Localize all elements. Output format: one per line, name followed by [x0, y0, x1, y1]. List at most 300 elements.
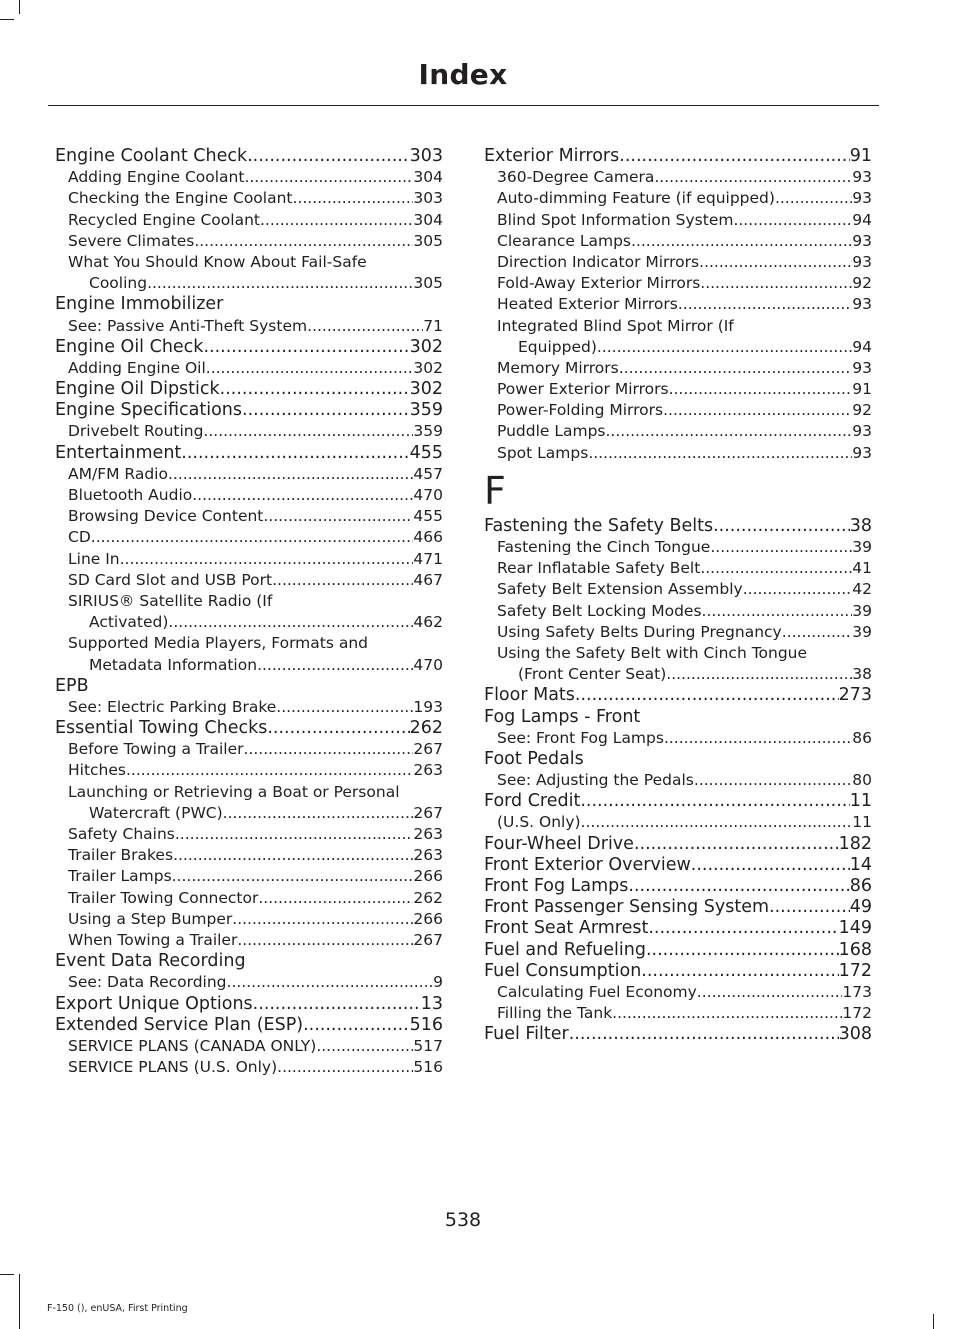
entry-page-number: 93 [852, 358, 872, 377]
index-entry[interactable] [484, 834, 872, 855]
entry-page-number: 308 [838, 1024, 872, 1045]
dot-leader [678, 294, 852, 315]
index-entry[interactable] [484, 1024, 872, 1045]
entry-label: Auto-dimming Feature (if equipped) [497, 189, 775, 208]
entry-label: Watercraft (PWC) [89, 803, 223, 822]
entry-page-number: 172 [842, 1004, 872, 1023]
index-entry[interactable] [55, 337, 443, 358]
index-entry[interactable] [484, 876, 872, 897]
entry-page-number: 9 [433, 973, 443, 992]
dot-leader [743, 579, 853, 600]
entry-page-number: 38 [849, 515, 872, 536]
entry-label: See: Data Recording [68, 973, 227, 992]
dot-leader [733, 210, 852, 231]
index-subentry[interactable] [484, 316, 872, 337]
index-entry[interactable] [484, 791, 872, 812]
index-subentry[interactable] [484, 210, 872, 231]
entry-label: Engine Coolant Check [55, 146, 248, 166]
entry-page-number: 94 [852, 210, 872, 229]
dot-leader [247, 146, 409, 167]
entry-page-number: 304 [413, 210, 443, 229]
index-subentry[interactable] [484, 231, 872, 252]
dot-leader [203, 421, 413, 442]
dot-leader [244, 739, 414, 760]
index-subentry[interactable] [484, 358, 872, 379]
entry-label: Floor Mats [484, 685, 575, 706]
dot-leader [227, 972, 434, 993]
entry-label: Calculating Fuel Economy [497, 982, 697, 1001]
entry-label: Browsing Device Content [68, 507, 264, 526]
index-subentry[interactable] [55, 527, 443, 548]
index-subentry[interactable] [55, 909, 443, 930]
crop-mark-top-left-h [0, 19, 14, 20]
entry-page-number: 267 [413, 930, 443, 949]
dot-leader [253, 994, 421, 1015]
dot-leader [120, 549, 414, 570]
index-entry[interactable] [484, 707, 872, 728]
dot-leader [232, 909, 413, 930]
entry-page-number: 71 [423, 316, 443, 335]
entry-page-number: 263 [413, 825, 443, 843]
dot-leader [699, 252, 852, 273]
index-subentry[interactable] [55, 972, 443, 993]
entry-label: Adding Engine Oil [68, 358, 206, 377]
index-subentry[interactable] [484, 273, 872, 294]
entry-label: SERVICE PLANS (U.S. Only) [68, 1058, 278, 1077]
entry-label: Adding Engine Coolant [68, 168, 245, 187]
index-subentry[interactable] [55, 421, 443, 442]
index-subentry[interactable] [55, 210, 443, 231]
entry-label: Line In [68, 549, 120, 568]
page-number: 538 [444, 1209, 482, 1231]
dot-leader [263, 506, 413, 527]
dot-leader [242, 400, 410, 421]
entry-page-number: 517 [413, 1036, 443, 1055]
entry-page-number: 516 [413, 1058, 443, 1077]
dot-leader [697, 982, 843, 1003]
entry-label: Spot Lamps [497, 443, 589, 462]
dot-leader [782, 622, 853, 643]
index-entry[interactable] [484, 961, 872, 982]
dot-leader [272, 570, 413, 591]
entry-label: Safety Belt Extension Assembly [497, 580, 743, 599]
index-subentry[interactable] [55, 1036, 443, 1057]
index-subentry[interactable] [55, 697, 443, 718]
entry-page-number: 263 [413, 846, 443, 865]
index-subentry[interactable] [55, 760, 443, 781]
dot-leader [700, 558, 852, 579]
dot-leader [168, 612, 413, 633]
index-subentry[interactable] [484, 421, 872, 442]
entry-page-number: 93 [852, 443, 872, 462]
entry-page-number: 93 [852, 422, 872, 441]
index-subentry[interactable] [484, 537, 872, 558]
entry-label: (U.S. Only) [497, 813, 581, 832]
dot-leader [634, 834, 839, 855]
index-entry[interactable] [484, 749, 872, 770]
dot-leader [575, 685, 839, 706]
index-subentry[interactable] [484, 1003, 872, 1024]
dot-leader [597, 337, 852, 358]
entry-label: Filling the Tank [497, 1004, 613, 1023]
index-subentry[interactable] [55, 803, 443, 824]
index-subentry[interactable] [55, 866, 443, 887]
dot-leader [769, 897, 850, 918]
index-entry[interactable] [55, 379, 443, 400]
index-subentry[interactable] [484, 400, 872, 421]
entry-label: SD Card Slot and USB Port [68, 570, 273, 589]
entry-page-number: 302 [409, 379, 443, 400]
entry-label: Front Fog Lamps [484, 876, 629, 896]
entry-page-number: 173 [842, 982, 872, 1001]
index-entry[interactable] [484, 516, 872, 537]
entry-page-number: 93 [852, 168, 872, 187]
entry-label: Fuel and Refueling [484, 939, 646, 960]
index-entry[interactable] [484, 146, 872, 167]
dot-leader [257, 655, 413, 676]
dot-leader [700, 273, 852, 294]
entry-label: EPB [55, 675, 89, 696]
index-subentry[interactable] [55, 739, 443, 760]
index-subentry[interactable] [55, 782, 443, 803]
index-subentry[interactable] [55, 506, 443, 527]
entry-page-number: 303 [409, 146, 443, 166]
index-entry[interactable] [484, 940, 872, 961]
dot-leader [258, 888, 413, 909]
dot-leader [276, 697, 413, 718]
entry-label: Trailer Brakes [68, 846, 174, 865]
entry-label: Fastening the Cinch Tongue [497, 538, 711, 556]
dot-leader [631, 231, 852, 252]
dot-leader [91, 527, 414, 548]
index-entry[interactable] [55, 146, 443, 167]
index-entry[interactable] [484, 855, 872, 876]
entry-page-number: 39 [852, 622, 872, 641]
index-subentry[interactable] [55, 464, 443, 485]
entry-label: Severe Climates [68, 231, 195, 250]
entry-label: Exterior Mirrors [484, 146, 620, 166]
dot-leader [669, 379, 853, 400]
entry-label: Front Passenger Sensing System [484, 897, 770, 918]
entry-label: Blind Spot Information System [497, 210, 734, 229]
entry-page-number: 182 [838, 833, 872, 854]
entry-label: Engine Oil Check [55, 336, 204, 357]
index-subentry[interactable] [55, 549, 443, 570]
index-subentry[interactable] [484, 664, 872, 685]
dot-leader [691, 855, 850, 876]
index-subentry[interactable] [55, 888, 443, 909]
entry-label: Extended Service Plan (ESP) [55, 1014, 304, 1035]
index-subentry[interactable] [55, 231, 443, 252]
entry-page-number: 273 [838, 685, 872, 706]
dot-leader [641, 961, 838, 982]
index-subentry[interactable] [484, 188, 872, 209]
entry-label: See: Electric Parking Brake [68, 697, 277, 716]
entry-page-number: 267 [413, 740, 443, 759]
dot-leader [244, 167, 413, 188]
entry-page-number: 303 [413, 189, 443, 208]
entry-label: Four-Wheel Drive [484, 833, 634, 854]
index-entry[interactable] [55, 400, 443, 421]
entry-label: Using a Step Bumper [68, 909, 233, 928]
dot-leader [648, 918, 838, 939]
dot-leader [663, 400, 852, 421]
entry-page-number: 80 [852, 771, 872, 790]
index-subentry[interactable] [484, 558, 872, 579]
dot-leader [307, 316, 423, 337]
dot-leader [303, 1015, 410, 1036]
entry-label: CD [68, 528, 91, 547]
entry-label: Foot Pedals [484, 748, 584, 769]
index-subentry[interactable] [484, 601, 872, 622]
entry-label: Equipped) [518, 337, 597, 356]
entry-label: Power-Folding Mirrors [497, 401, 664, 420]
entry-label: Front Exterior Overview [484, 854, 691, 875]
index-subentry[interactable] [55, 1057, 443, 1078]
entry-page-number: 262 [409, 718, 443, 739]
index-subentry[interactable] [55, 167, 443, 188]
index-column-left [55, 146, 443, 1078]
index-subentry[interactable] [55, 612, 443, 633]
entry-page-number: 11 [852, 813, 872, 832]
entry-label: Launching or Retrieving a Boat or Personal [68, 782, 400, 801]
index-entry[interactable] [55, 294, 443, 315]
index-subentry[interactable] [484, 728, 872, 749]
entry-page-number: 39 [852, 538, 872, 556]
entry-label: Activated) [89, 613, 169, 632]
entry-label: Power Exterior Mirrors [497, 380, 669, 399]
index-subentry[interactable] [55, 188, 443, 209]
dot-leader [654, 167, 852, 188]
entry-page-number: 359 [413, 422, 443, 441]
dot-leader [666, 664, 852, 685]
entry-page-number: 262 [413, 888, 443, 907]
entry-page-number: 305 [413, 231, 443, 250]
entry-page-number: 466 [413, 528, 443, 547]
entry-label: (Front Center Seat) [518, 665, 667, 684]
dot-leader [203, 337, 409, 358]
entry-page-number: 266 [413, 867, 443, 886]
entry-page-number: 471 [413, 549, 443, 568]
entry-label: Fuel Filter [484, 1024, 569, 1045]
entry-page-number: 455 [413, 507, 443, 526]
entry-page-number: 94 [852, 337, 872, 356]
index-entry[interactable] [55, 1015, 443, 1036]
entry-label: When Towing a Trailer [68, 930, 238, 949]
entry-label: Entertainment [55, 442, 182, 463]
dot-leader [168, 464, 413, 485]
entry-label: Fog Lamps - Front [484, 706, 641, 727]
index-section-letter: F [484, 468, 506, 513]
entry-label: Trailer Towing Connector [68, 888, 259, 907]
index-subentry[interactable] [55, 824, 443, 845]
entry-label: Engine Immobilizer [55, 294, 224, 315]
entry-page-number: 263 [413, 761, 443, 780]
index-entry[interactable] [484, 685, 872, 706]
dot-leader [775, 188, 852, 209]
entry-label: Engine Oil Dipstick [55, 379, 220, 400]
entry-page-number: 91 [852, 380, 872, 399]
entry-label: Supported Media Players, Formats and [68, 634, 369, 653]
entry-page-number: 467 [413, 570, 443, 589]
crop-mark-bottom-left-v [19, 1274, 20, 1329]
entry-label: Recycled Engine Coolant [68, 210, 260, 229]
index-subentry[interactable] [484, 379, 872, 400]
index-entry[interactable] [484, 918, 872, 939]
index-subentry[interactable] [484, 443, 872, 464]
entry-page-number: 302 [409, 336, 443, 357]
entry-label: Drivebelt Routing [68, 422, 204, 441]
entry-label: Memory Mirrors [497, 358, 619, 377]
index-subentry[interactable] [55, 591, 443, 612]
entry-page-number: 86 [852, 728, 872, 747]
dot-leader [147, 273, 413, 294]
index-subentry[interactable] [55, 930, 443, 951]
entry-label: Heated Exterior Mirrors [497, 295, 678, 314]
dot-leader [646, 940, 839, 961]
entry-label: Before Towing a Trailer [68, 740, 244, 759]
index-subentry[interactable] [484, 294, 872, 315]
index-subentry[interactable] [55, 485, 443, 506]
index-subentry[interactable] [55, 273, 443, 294]
index-entry[interactable] [55, 951, 443, 972]
entry-label: Trailer Lamps [68, 867, 172, 886]
dot-leader [192, 485, 413, 506]
index-subentry[interactable] [55, 570, 443, 591]
entry-page-number: 462 [413, 613, 443, 632]
index-subentry[interactable] [484, 337, 872, 358]
dot-leader [172, 866, 414, 887]
dot-leader [710, 537, 852, 558]
entry-label: Using the Safety Belt with Cinch Tongue [497, 643, 808, 662]
entry-page-number: 93 [852, 252, 872, 271]
entry-page-number: 11 [849, 791, 872, 812]
entry-page-number: 172 [838, 960, 872, 981]
dot-leader [181, 443, 409, 464]
entry-label: AM/FM Radio [68, 464, 168, 483]
dot-leader [619, 146, 849, 167]
dot-leader [194, 231, 413, 252]
entry-page-number: 305 [413, 274, 443, 293]
entry-page-number: 457 [413, 464, 443, 483]
index-subentry[interactable] [484, 167, 872, 188]
page-title: Index [418, 58, 508, 91]
dot-leader [260, 210, 413, 231]
entry-page-number: 91 [849, 146, 872, 166]
entry-label: Using Safety Belts During Pregnancy [497, 622, 782, 641]
index-entry[interactable] [55, 994, 443, 1015]
entry-page-number: 193 [413, 697, 443, 716]
entry-page-number: 149 [838, 918, 872, 939]
index-subentry[interactable] [55, 655, 443, 676]
index-subentry[interactable] [484, 812, 872, 833]
entry-page-number: 359 [409, 400, 443, 421]
dot-leader [664, 728, 852, 749]
entry-page-number: 470 [413, 655, 443, 674]
dot-leader [316, 1036, 413, 1057]
entry-label: Hitches [68, 761, 126, 780]
dot-leader [220, 379, 410, 400]
dot-leader [569, 1024, 839, 1045]
entry-label: See: Adjusting the Pedals [497, 771, 694, 790]
dot-leader [293, 188, 414, 209]
entry-label: Essential Towing Checks [55, 718, 268, 739]
index-entry[interactable] [484, 897, 872, 918]
entry-page-number: 93 [852, 231, 872, 250]
entry-page-number: 39 [852, 601, 872, 620]
entry-label: Safety Chains [68, 825, 175, 843]
entry-page-number: 266 [413, 909, 443, 928]
dot-leader [606, 421, 853, 442]
entry-page-number: 302 [413, 358, 443, 377]
index-subentry[interactable] [55, 252, 443, 273]
entry-page-number: 92 [852, 401, 872, 420]
index-subentry[interactable] [55, 358, 443, 379]
entry-label: Engine Specifications [55, 400, 243, 421]
dot-leader [713, 516, 850, 537]
footer-edition: F-150 (), enUSA, First Printing [47, 1303, 188, 1314]
entry-page-number: 14 [849, 854, 872, 875]
entry-page-number: 86 [849, 876, 872, 896]
entry-label: Fuel Consumption [484, 960, 642, 981]
dot-leader [619, 358, 853, 379]
dot-leader [267, 718, 409, 739]
index-subentry[interactable] [484, 770, 872, 791]
entry-label: SERVICE PLANS (CANADA ONLY) [68, 1036, 317, 1055]
entry-page-number: 516 [409, 1014, 443, 1035]
index-subentry[interactable] [484, 252, 872, 273]
index-entry[interactable] [55, 443, 443, 464]
index-subentry[interactable] [55, 316, 443, 337]
entry-page-number: 93 [852, 189, 872, 208]
entry-label: See: Passive Anti-Theft System [68, 316, 308, 335]
index-entry[interactable] [55, 718, 443, 739]
entry-label: Direction Indicator Mirrors [497, 252, 700, 271]
entry-label: Safety Belt Locking Modes [497, 601, 702, 620]
dot-leader [173, 845, 413, 866]
entry-label: Fastening the Safety Belts [484, 515, 714, 536]
entry-page-number: 42 [852, 580, 872, 599]
index-subentry[interactable] [484, 982, 872, 1003]
entry-label: Cooling [89, 274, 148, 293]
entry-label: Rear Inflatable Safety Belt [497, 559, 701, 578]
entry-page-number: 93 [852, 295, 872, 314]
index-subentry[interactable] [484, 643, 872, 664]
entry-label: Export Unique Options [55, 993, 253, 1014]
index-column-right [484, 146, 872, 1046]
entry-label: Checking the Engine Coolant [68, 189, 293, 208]
entry-page-number: 168 [838, 939, 872, 960]
entry-label: Fold-Away Exterior Mirrors [497, 274, 701, 293]
title-divider [48, 105, 879, 106]
entry-page-number: 38 [852, 665, 872, 684]
entry-label: 360-Degree Camera [497, 168, 655, 187]
dot-leader [126, 760, 413, 781]
entry-label: Metadata Information [89, 655, 258, 674]
entry-label: See: Front Fog Lamps [497, 728, 664, 747]
index-subentry[interactable] [484, 579, 872, 600]
index-entry[interactable] [55, 676, 443, 697]
crop-mark-top-left-v [19, 0, 20, 14]
dot-leader [206, 358, 414, 379]
index-subentry[interactable] [55, 633, 443, 654]
index-subentry[interactable] [55, 845, 443, 866]
index-subentry[interactable] [484, 622, 872, 643]
dot-leader [237, 930, 413, 951]
dot-leader [702, 601, 853, 622]
entry-label: Clearance Lamps [497, 231, 631, 250]
entry-label: Event Data Recording [55, 951, 246, 972]
